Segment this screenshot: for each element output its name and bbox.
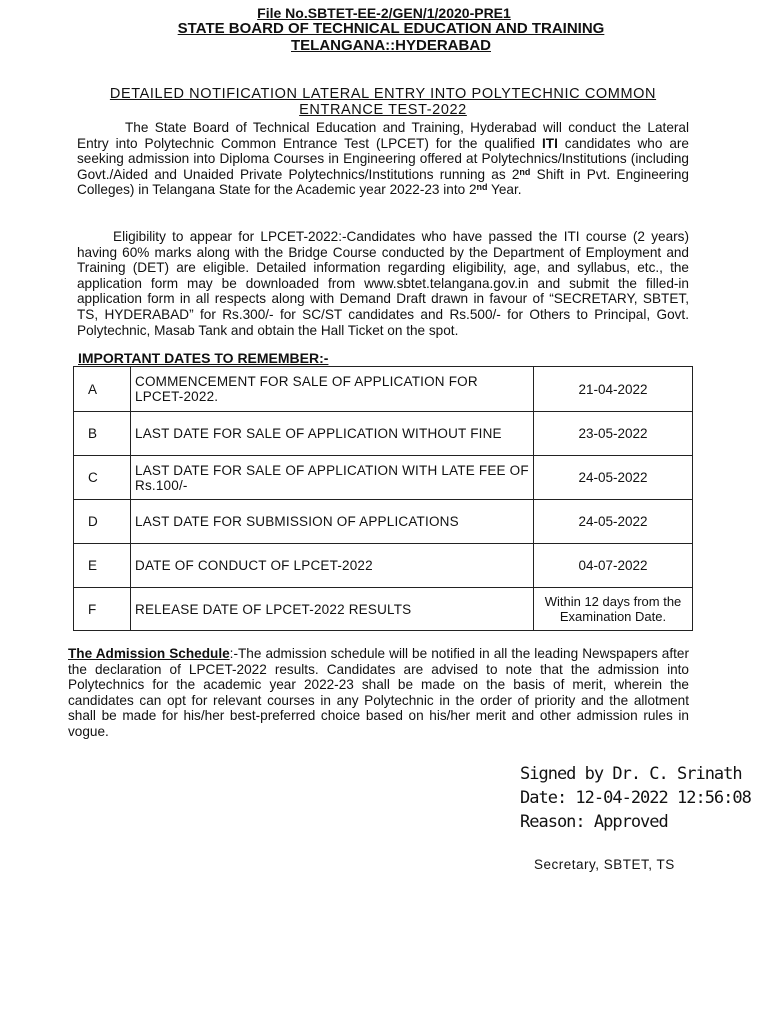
intro-text-d: Year. [487,182,522,198]
row-description: RELEASE DATE OF LPCET-2022 RESULTS [131,588,534,631]
intro-paragraph [77,120,689,198]
row-key: A [74,367,131,412]
row-key: E [74,544,131,588]
row-key: D [74,500,131,544]
intro-text-a: The State Board of Technical Education and Training, Hyderabad will conduct the Lateral Entry into Polytechnic Common Entrance Test (LPCET) for the qualified [77,120,689,151]
table-row [74,500,693,544]
table-row [74,367,693,412]
title-line-2: ENTRANCE TEST-2022 [299,102,467,118]
row-description: COMMENCEMENT FOR SALE OF APPLICATION FOR LPCET-2022. [131,367,534,412]
row-key: B [74,412,131,456]
row-date: 21-04-2022 [534,367,693,412]
row-description: LAST DATE FOR SALE OF APPLICATION WITH LATE FEE OF Rs.100/- [131,456,534,500]
intro-sup-1: nd [519,166,531,177]
intro-text-b: candidates who are seeking admission into Diploma Courses in Engineering offered at Polytechnics/Institutions (including Govt./Aided and Unaided Private Polytechnics/Institutions running as 2 [77,135,689,182]
eligibility-text: Eligibility to appear for LPCET-2022:-Candidates who have passed the ITI course (2 years) having 60% marks along with the Bridge Course conducted by the Department of Employment and Training (DET) are eligible. Detailed information regarding eligibility, age, and syllabus, etc., the application form may be downloaded from www.sbtet.telangana.gov.in and submit the filled-in application form in all respects along with Demand Draft drawn in favour of “SECRETARY, SBTET, TS, HYDERABAD” for Rs.300/- for SC/ST candidates and Rs.500/- for Others to Principal, Govt. Polytechnic, Masab Tank and obtain the Hall Ticket on the spot. [77,229,689,338]
signature-date: Date: 12-04-2022 12:56:08 [520,788,751,808]
row-date: 24-05-2022 [534,456,693,500]
table-row [74,588,693,631]
admission-lead: The Admission Schedule [68,646,230,661]
intro-sup-2: nd [476,182,488,193]
row-description: LAST DATE FOR SUBMISSION OF APPLICATIONS [131,500,534,544]
row-date: 04-07-2022 [534,544,693,588]
file-number: File No.SBTET-EE-2/GEN/1/2020-PRE1 [257,5,511,21]
table-row [74,544,693,588]
row-description: LAST DATE FOR SALE OF APPLICATION WITHOUT FINE [131,412,534,456]
row-key: F [74,588,131,631]
notification-title [76,86,690,118]
table-row [74,412,693,456]
table-row [74,456,693,500]
title-line-1: DETAILED NOTIFICATION LATERAL ENTRY INTO POLYTECHNIC COMMON [109,86,657,102]
row-date: Within 12 days from the Examination Date. [534,588,693,631]
intro-iti-bold: ITI [542,135,558,151]
admission-schedule-paragraph [68,646,689,740]
important-dates-heading: IMPORTANT DATES TO REMEMBER:- [78,350,329,366]
eligibility-paragraph [77,229,689,338]
signature-reason: Reason: Approved [520,812,668,832]
organization-name: STATE BOARD OF TECHNICAL EDUCATION AND TRAINING [177,20,605,37]
intro-text-c: Shift in Pvt. Engineering Colleges) in Telangana State for the Academic year 2022-23 into 2 [77,166,689,198]
organization-location: TELANGANA::HYDERABAD [291,37,491,54]
row-date: 23-05-2022 [534,412,693,456]
row-date: 24-05-2022 [534,500,693,544]
row-description: DATE OF CONDUCT OF LPCET-2022 [131,544,534,588]
designation: Secretary, SBTET, TS [534,857,675,872]
row-key: C [74,456,131,500]
important-dates-table [73,366,693,631]
signed-by: Signed by Dr. C. Srinath [520,764,742,784]
admission-text: :-The admission schedule will be notified in all the leading Newspapers after the declaration of LPCET-2022 results. Candidates are advised to note that the admission into Polytechnics for the academic year 2022-23 shall be made on the basis of merit, wherein the candidates can opt for relevant courses in any Polytechnic in the order of priority and the allotment shall be made for his/her best-preferred choice based on his/her merit and other admission rules in vogue. [68,646,689,739]
